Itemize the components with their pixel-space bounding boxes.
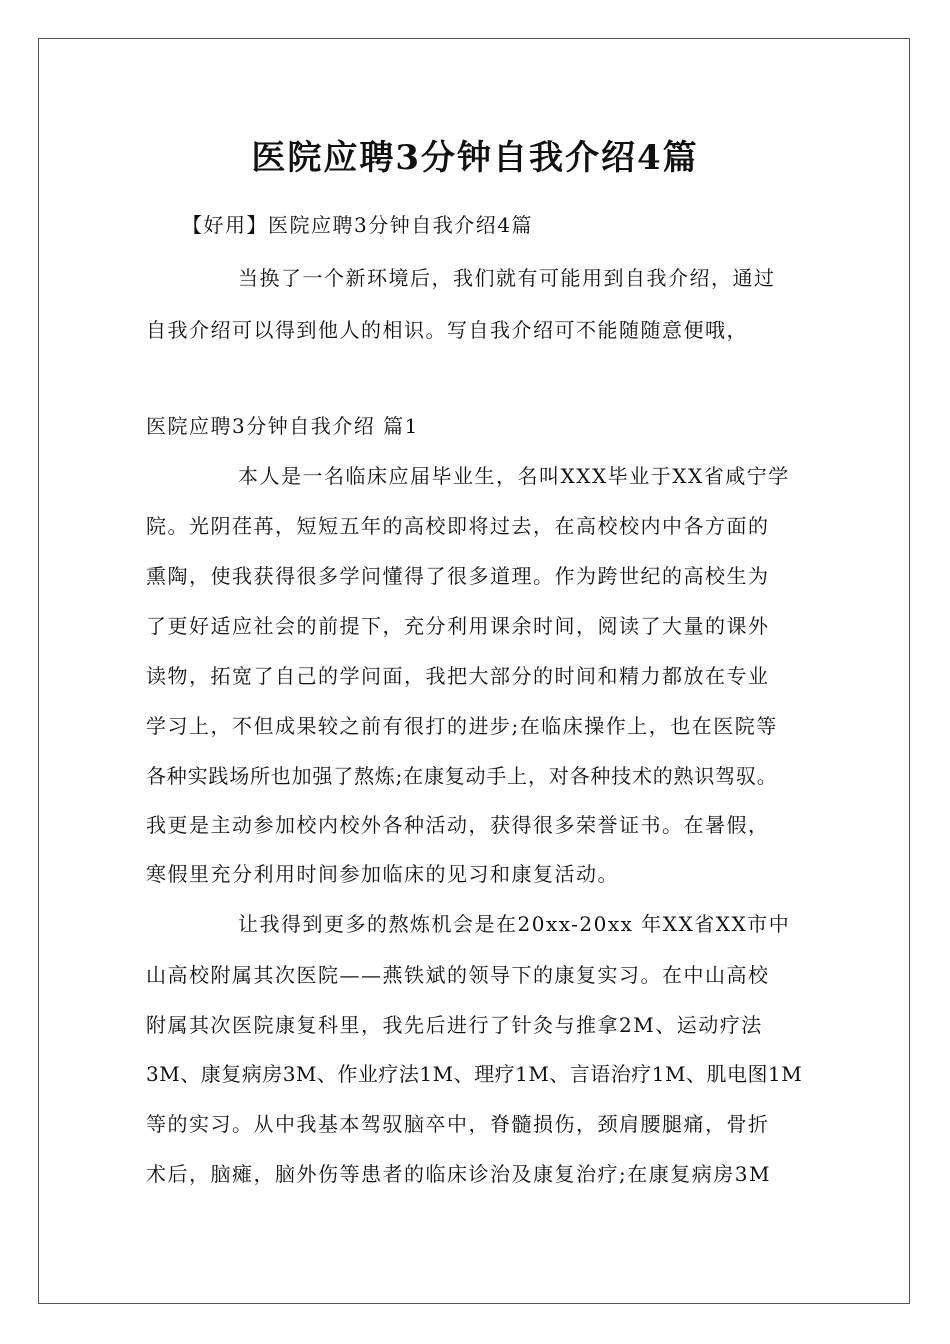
intro-line: 【好用】医院应聘3分钟自我介绍4篇 <box>182 213 533 237</box>
paragraph-line: 当换了一个新环境后，我们就有可能用到自我介绍，通过 <box>238 266 776 290</box>
paragraph-line: 让我得到更多的熬炼机会是在20xx-20xx 年XX省XX市中 <box>238 912 791 936</box>
paragraph-line: 附属其次医院康复科里，我先后进行了针灸与推拿2M、运动疗法 <box>146 1013 763 1037</box>
paragraph-line: 熏陶，使我获得很多学问懂得了很多道理。作为跨世纪的高校生为 <box>146 564 770 588</box>
paragraph-line: 了更好适应社会的前提下，充分利用课余时间，阅读了大量的课外 <box>146 614 770 638</box>
paragraph-line: 3M、康复病房3M、作业疗法1M、理疗1M、言语治疗1M、肌电图1M <box>146 1062 803 1086</box>
paragraph-line: 自我介绍可以得到他人的相识。写自我介绍可不能随随意便哦， <box>146 318 748 342</box>
paragraph-line: 院。光阴荏苒，短短五年的高校即将过去，在高校校内中各方面的 <box>146 514 770 538</box>
paragraph-line: 我更是主动参加校内校外各种活动，获得很多荣誉证书。在暑假， <box>146 813 770 837</box>
paragraph-line: 等的实习。从中我基本驾驭脑卒中，脊髓损伤，颈肩腰腿痛，骨折 <box>146 1112 770 1136</box>
paragraph-line: 本人是一名临床应届毕业生，名叫XXX毕业于XX省咸宁学 <box>238 464 790 488</box>
section-heading: 医院应聘3分钟自我介绍 篇1 <box>146 414 419 438</box>
paragraph-line: 读物，拓宽了自己的学问面，我把大部分的时间和精力都放在专业 <box>146 664 770 688</box>
paragraph-line: 寒假里充分利用时间参加临床的见习和康复活动。 <box>146 862 619 886</box>
paragraph-line: 术后，脑瘫，脑外伤等患者的临床诊治及康复治疗;在康复病房3M <box>146 1162 771 1186</box>
paragraph-line: 学习上，不但成果较之前有很打的进步;在临床操作上，也在医院等 <box>146 714 778 738</box>
paragraph-line: 各种实践场所也加强了熬炼;在康复动手上，对各种技术的熟识驾驭。 <box>146 764 778 788</box>
document-title: 医院应聘3分钟自我介绍4篇 <box>251 138 699 178</box>
paragraph-line: 山高校附属其次医院——燕铁斌的领导下的康复实习。在中山高校 <box>146 963 770 987</box>
